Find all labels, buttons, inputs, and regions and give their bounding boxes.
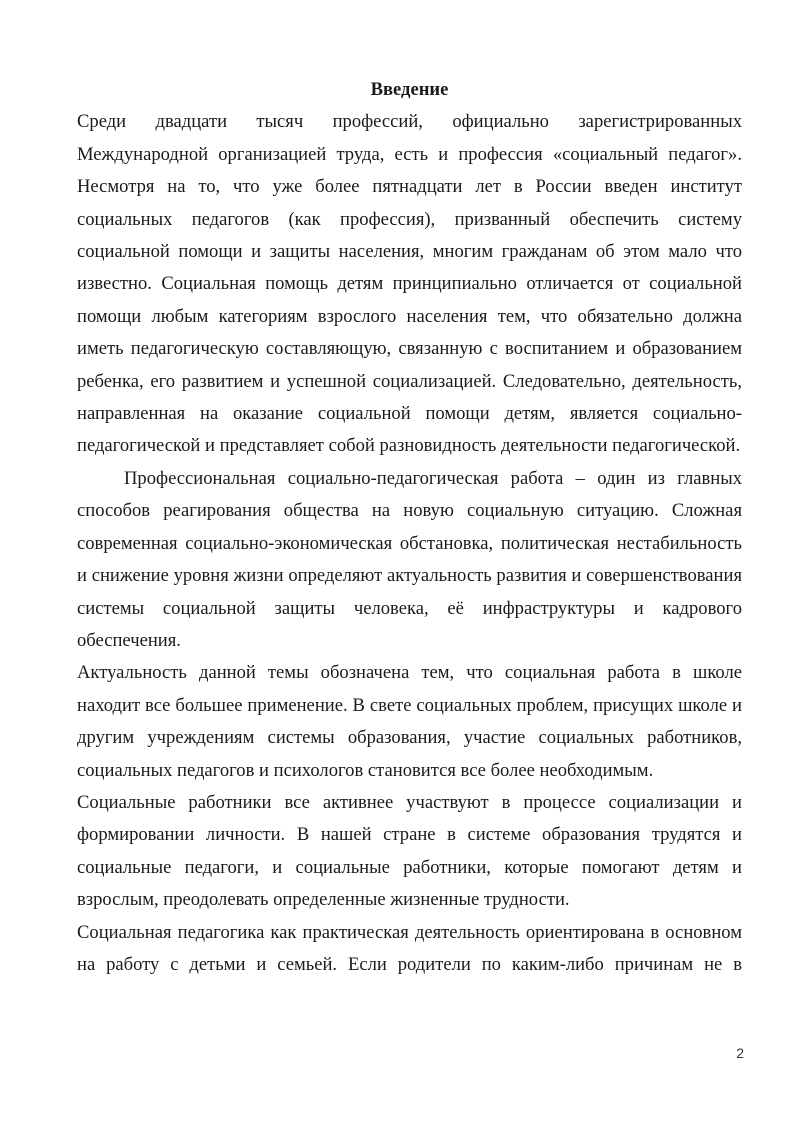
- paragraph: Среди двадцати тысяч профессий, официально зарегистрированных Международной организацией труда, есть и профессия «социальный педагог». Несмотря на то, что уже более пятнадцати лет в России введен институт социальных педагогов (как профессия), призванный обеспечить систему социальной помощи и защиты населения, многим гражданам об этом мало что известно. Социальная помощь детям принципиально отличается от социальной помощи любым категориям взрослого населения тем, что обязательно должна иметь педагогическую составляющую, связанную с воспитанием и образованием ребенка, его развитием и успешной социализацией. Следовательно, деятельность, направленная на оказание социальной помощи детям, является социально-педагогической и представляет собой разновидность деятельности педагогической.: [77, 111, 742, 457]
- paragraph: Социальная педагогика как практическая деятельность ориентирована в основном на работу с детьми и семьей. Если родители по каким-либо причинам не в: [77, 921, 742, 975]
- paragraph: Актуальность данной темы обозначена тем, что социальная работа в школе находит все большее применение. В свете социальных проблем, присущих школе и другим учреждениям системы образования, участие социальных работников, социальных педагогов и психологов становится все более необходимым.: [77, 662, 742, 781]
- paragraph: Профессиональная социально-педагогическая работа – один из главных способов реагирования общества на новую социальную ситуацию. Сложная современная социально-экономическая обстановка, политическая нестабильность и снижение уровня жизни определяют актуальность развития и совершенствования системы социальной защиты человека, её инфраструктуры и кадрового обеспечения.: [77, 467, 742, 651]
- page-content: [77, 74, 742, 981]
- page-title: Введение: [370, 79, 449, 100]
- paragraph: Социальные работники все активнее участвуют в процессе социализации и формировании личности. В нашей стране в системе образования трудятся и социальные педагоги, и социальные работники, которые помогают детям и взрослым, преодолевать определенные жизненные трудности.: [77, 791, 742, 911]
- page-number: 2: [736, 1045, 744, 1061]
